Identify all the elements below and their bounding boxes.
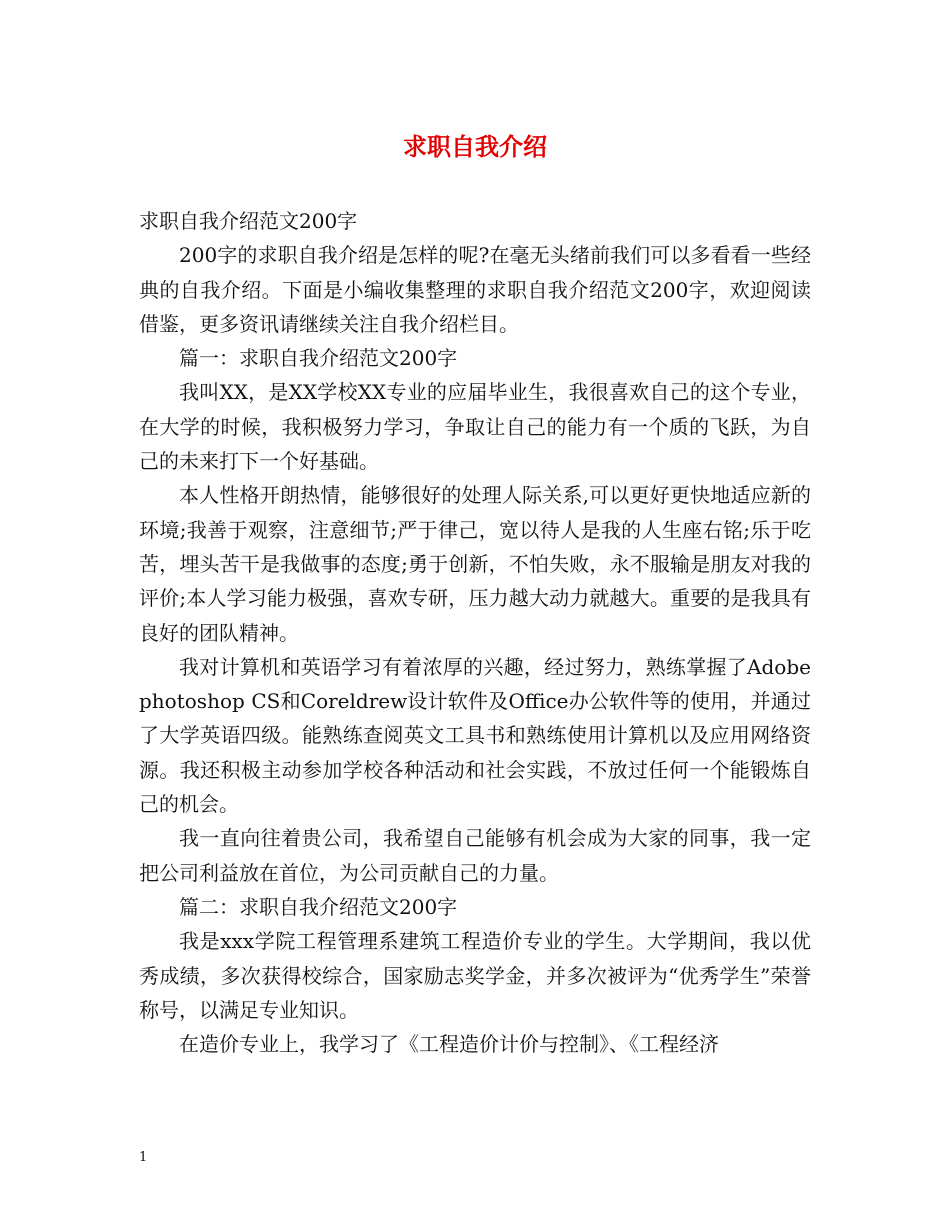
section-heading-2: 篇二：求职自我介绍范文200字 [179,894,458,919]
body-paragraph: 在造价专业上，我学习了《工程造价计价与控制》、《工程经济 [179,1032,719,1057]
body-paragraph: 我是xxx学院工程管理系建筑工程造价专业的学生。大学期间，我以优秀成绩，多次获得校综合，国家励志奖学金，并多次被评为“优秀学生”荣誉称号，以满足专业知识。 [139,929,811,1022]
document-title: 求职自我介绍 [403,132,547,161]
section-heading-1: 篇一：求职自我介绍范文200字 [179,346,458,371]
body-paragraph: 我对计算机和英语学习有着浓厚的兴趣，经过努力，熟练掌握了Adobe photoshop CS和Coreldrew设计软件及Office办公软件等的使用，并通过了大学英语四级。能熟练查阅英文工具书和熟练使用计算机以及应用网络资源。我还积极主动参加学校各种活动和社会实践，不放过任何一个能锻炼自己的机会。 [139,654,811,817]
page-number: 1 [139,1150,148,1165]
body-paragraph: 我叫XX，是XX学校XX专业的应届毕业生，我很喜欢自己的这个专业，在大学的时候，我积极努力学习，争取让自己的能力有一个质的飞跃，为自己的未来打下一个好基础。 [139,380,811,474]
body-paragraph: 我一直向往着贵公司，我希望自己能够有机会成为大家的同事，我一定把公司利益放在首位，为公司贡献自己的力量。 [139,826,811,885]
document-subtitle: 求职自我介绍范文200字 [139,209,358,233]
document-body [139,204,811,1061]
body-paragraph: 本人性格开朗热情，能够很好的处理人际关系,可以更好更快地适应新的环境;我善于观察，注意细节;严于律己，宽以待人是我的人生座右铭;乐于吃苦，埋头苦干是我做事的态度;勇于创新，不怕失败，永不服输是朋友对我的评价;本人学习能力极强，喜欢专研，压力越大动力就越大。重要的是我具有良好的团队精神。 [139,483,811,645]
intro-paragraph: 200字的求职自我介绍是怎样的呢?在毫无头绪前我们可以多看看一些经典的自我介绍。下面是小编收集整理的求职自我介绍范文200字，欢迎阅读借鉴，更多资讯请继续关注自我介绍栏目。 [139,243,811,336]
